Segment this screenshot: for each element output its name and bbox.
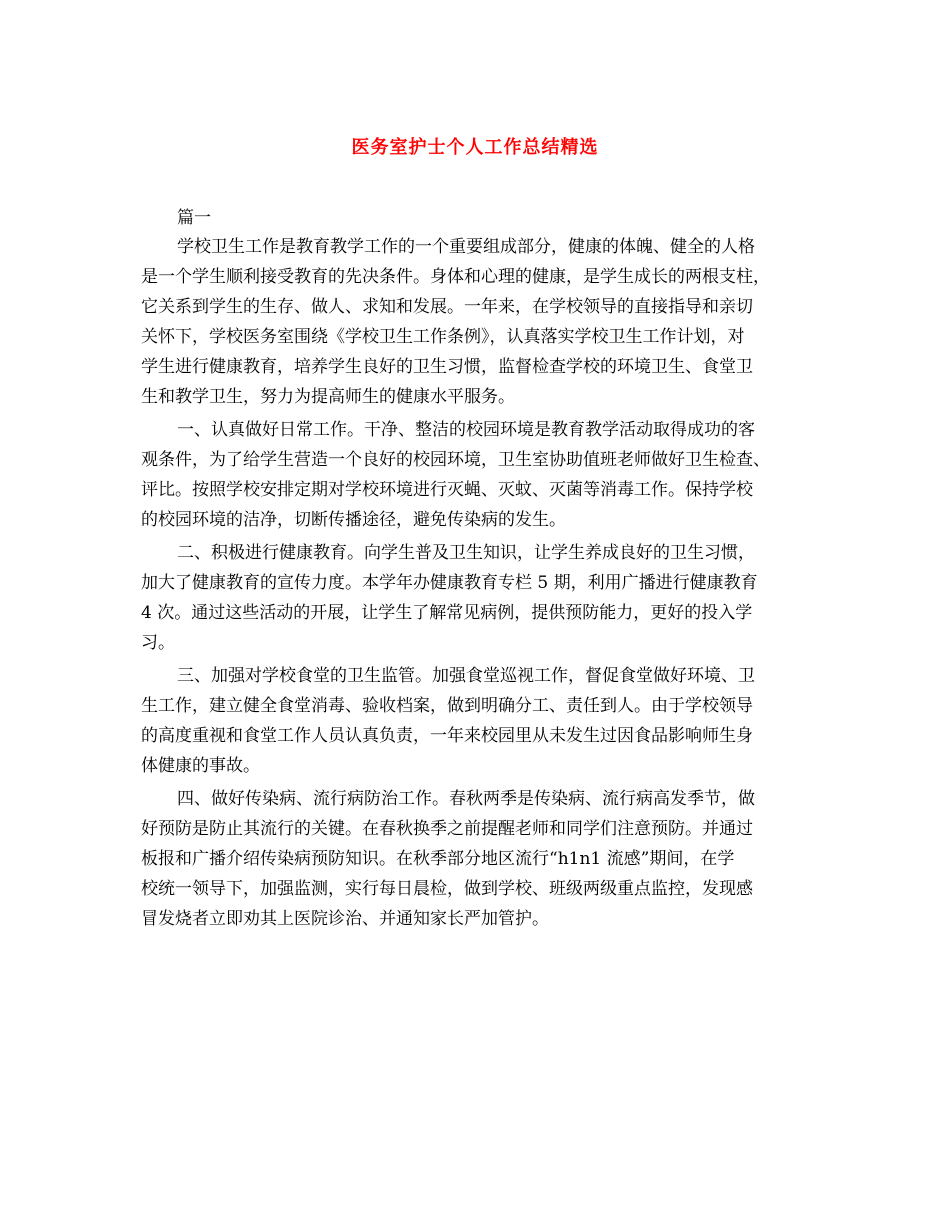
paragraph-line: 三、加强对学校食堂的卫生监管。加强食堂巡视工作，督促食堂做好环境、卫	[177, 666, 755, 686]
paragraph-line: 评比。按照学校安排定期对学校环境进行灭蝇、灭蚊、灭菌等消毒工作。保持学校	[141, 480, 753, 500]
paragraph-line: 冒发烧者立即劝其上医院诊治、并通知家长严加管护。	[141, 909, 549, 929]
paragraph-line: 校统一领导下，加强监测，实行每日晨检，做到学校、班级两级重点监控，发现感	[141, 879, 753, 899]
paragraph-line: 二、积极进行健康教育。向学生普及卫生知识，让学生养成良好的卫生习惯，	[177, 543, 755, 563]
paragraph-line: 的高度重视和食堂工作人员认真负责，一年来校园里从未发生过因食品影响师生身	[141, 726, 753, 746]
paragraph-line: 四、做好传染病、流行病防治工作。春秋两季是传染病、流行病高发季节，做	[177, 789, 755, 809]
paragraph-line: 是一个学生顺利接受教育的先决条件。身体和心理的健康，是学生成长的两根支柱，	[141, 267, 770, 287]
paragraph-line: 的校园环境的洁净，切断传播途径，避免传染病的发生。	[141, 510, 566, 530]
paragraph-line: 一、认真做好日常工作。干净、整洁的校园环境是教育教学活动取得成功的客	[177, 420, 755, 440]
paragraph-health-education	[141, 538, 831, 658]
paragraph-line: 体健康的事故。	[141, 756, 260, 776]
paragraph-line: 习。	[141, 633, 175, 653]
document-title: 医务室护士个人工作总结精选	[351, 137, 599, 158]
paragraph-line: 学校卫生工作是教育教学工作的一个重要组成部分，健康的体魄、健全的人格	[177, 237, 755, 257]
paragraph-daily-work	[141, 415, 831, 535]
paragraph-intro	[141, 232, 831, 412]
paragraph-line: 关怀下，学校医务室围绕《学校卫生工作条例》，认真落实学校卫生工作计划，对	[141, 327, 745, 347]
paragraph-line: 加大了健康教育的宣传力度。本学年办健康教育专栏 5 期，利用广播进行健康教育	[141, 573, 758, 593]
paragraph-disease-prevention	[141, 784, 831, 934]
paragraph-line: 生工作，建立健全食堂消毒、验收档案，做到明确分工、责任到人。由于学校领导	[141, 696, 753, 716]
paragraph-line: 观条件，为了给学生营造一个良好的校园环境，卫生室协助值班老师做好卫生检查、	[141, 450, 770, 470]
paragraph-line: 它关系到学生的生存、做人、求知和发展。一年来，在学校领导的直接指导和亲切	[141, 297, 753, 317]
paragraph-canteen-supervision	[141, 661, 831, 781]
document-body	[141, 204, 831, 937]
paragraph-line: 好预防是防止其流行的关键。在春秋换季之前提醒老师和同学们注意预防。并通过	[141, 819, 753, 839]
paragraph-line: 生和教学卫生，努力为提高师生的健康水平服务。	[141, 387, 515, 407]
paragraph-line: 学生进行健康教育，培养学生良好的卫生习惯，监督检查学校的环境卫生、食堂卫	[141, 357, 753, 377]
paragraph-line: 板报和广播介绍传染病预防知识。在秋季部分地区流行“h1n1 流感”期间，在学	[141, 849, 735, 869]
paragraph-line: 4 次。通过这些活动的开展，让学生了解常见病例，提供预防能力，更好的投入学	[141, 603, 753, 623]
section-label: 篇一	[177, 208, 211, 228]
